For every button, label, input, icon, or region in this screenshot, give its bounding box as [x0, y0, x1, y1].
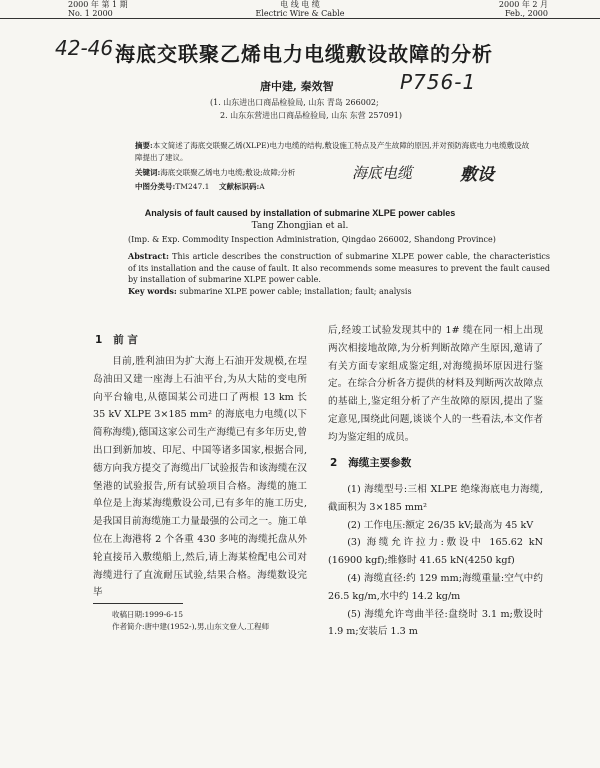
param-item: (1) 海缆型号:三相 XLPE 绝缘海底电力海缆,截面积为 3×185 mm²: [328, 484, 543, 513]
journal-name-en: Electric Wire & Cable: [255, 9, 345, 18]
handwritten-code: P756-1: [400, 70, 477, 94]
keywords-cn-label: 关键词:: [135, 168, 161, 177]
english-abstract-label: Abstract:: [128, 251, 169, 261]
paper-title: 海底交联聚乙烯电力电缆敷设故障的分析: [115, 42, 493, 66]
abstract-cn-text: 本文简述了海底交联聚乙烯(XLPE)电力电缆的结构,敷设施工特点及产生故障的原因,并对预防海底电力电缆敷设故障提出了建议。: [135, 141, 530, 162]
footnote-divider: [93, 603, 183, 604]
handwritten-margin-note: 海底电缆: [352, 164, 413, 182]
header-right: [499, 0, 548, 18]
clc-label: 中图分类号:: [135, 182, 176, 191]
doc-code-value: A: [259, 182, 265, 191]
section-2-title: 海缆主要参数: [348, 457, 412, 469]
param-item: (3) 海缆允许拉力:敷设中 165.62 kN (16900 kgf);维修时 41.65 kN(4250 kgf): [328, 537, 543, 567]
handwritten-page-ref: 42-46: [55, 36, 114, 60]
english-title: Analysis of fault caused by installation of submarine XLPE power cables: [144, 208, 456, 218]
clc-value: TM247.1: [175, 182, 210, 191]
section-1-body: [93, 353, 307, 602]
english-affiliation: (Imp. & Exp. Commodity Inspection Administration, Qingdao 266002, Shandong Province): [128, 235, 496, 244]
abstract-cn: [135, 140, 535, 164]
english-author: Tang Zhongjian et al.: [251, 221, 349, 231]
param-item: (2) 工作电压:额定 26/35 kV;最高为 45 kV: [347, 519, 534, 531]
right-column-intro: [328, 322, 543, 447]
param-item: (5) 海缆允许弯曲半径:盘绕时 3.1 m;敷设时 1.9 m;安装后 1.3 m: [328, 608, 543, 638]
english-abstract: [128, 251, 550, 297]
intro-continuation: 后,经竣工试验发现其中的 1# 缆在同一相上出现两次相接地故障,为分析判断故障产生原因,邀请了有关方面专家组成鉴定组,对海缆损坏原因进行鉴定。在综合分析各方提供的材料及判断两次故障点的基础上,鉴定组分析了产生故障的原因,提出了鉴定意见,围绕此问题,谈谈个人的一些看法,本文作者均为鉴定组的成员。: [328, 325, 543, 443]
received-label: 收稿日期:: [112, 610, 145, 619]
keywords-cn: [135, 167, 345, 179]
affiliation-2: 2. 山东东营进出口商品检验局, 山东 东营 257091): [220, 111, 403, 120]
footnotes: [112, 609, 312, 633]
bio-label: 作者简介:: [112, 622, 145, 631]
journal-name-cn: 电 线 电 缆: [280, 0, 320, 9]
section-2-number: 2: [330, 457, 338, 469]
english-abstract-text: This article describes the construction of submarine XLPE power cable, the characteristics of its installation and the cause of fault. It also recommends some measures to prevent the fault caused by installation of submarine XLPE power cable.: [128, 252, 550, 284]
section-2-body: [328, 481, 543, 641]
handwritten-signature: 敷设: [460, 165, 494, 185]
header-issue-cn: 2000 年 第 1 期: [68, 0, 128, 9]
paper-authors: 唐中建, 秦效智: [260, 80, 334, 93]
abstract-cn-label: 摘要:: [135, 141, 153, 150]
section-1-paragraph: 目前,胜利油田为扩大海上石油开发规模,在埕岛油田又建一座海上石油平台,为从大陆的变电所向平台输电,从德国某公司进口了两根 13 km 长 35 kV XLPE 3×185 mm² 的海底电力电缆(以下简称海缆),德国这家公司生产海缆已有多年历史,曾出口到新加坡、印尼、中国等诸多国家,根据合同,德方向我方提交了海缆出厂试验报告和该海缆在汉堡港的试验报告,所有试验项目合格。海缆的施工单位是上海某海缆敷设公司,已有多年的施工历史,是我国目前海缆施工力量最强的公司之一。施工单位在上海港将 2 个各重 430 多吨的海缆托盘从外轮直接吊入敷缆船上,然后,请上海某检配电公司对海缆进行了直流耐压试验,结果合格。海缆数设完毕: [93, 356, 307, 599]
section-1-number: 1: [95, 334, 103, 346]
affiliation-1: (1. 山东进出口商品检验局, 山东 青岛 266002;: [210, 98, 379, 107]
keywords-cn-text: 海底交联聚乙烯电力电缆;敷设;故障;分析: [160, 168, 296, 177]
bio-value: 唐中建(1952-),男,山东文登人,工程师: [144, 622, 270, 631]
received-date: [112, 609, 312, 621]
section-1-heading: [95, 332, 138, 347]
section-1-title: 前 言: [113, 334, 138, 346]
journal-header: [0, 0, 600, 19]
doc-code-label: 文献标识码:: [218, 182, 260, 191]
header-date-en: Feb., 2000: [505, 9, 548, 18]
english-keywords-label: Key words:: [128, 285, 177, 296]
section-2-heading: [330, 455, 411, 470]
received-value: 1999-6-15: [144, 610, 184, 619]
classification-line: [135, 181, 355, 193]
english-keywords-text: submarine XLPE power cable; installation; fault; analysis: [179, 286, 412, 296]
header-issue-en: No. 1 2000: [68, 9, 113, 18]
param-item: (4) 海缆直径:约 129 mm;海缆重量:空气中约 26.5 kg/m,水中约 14.2 kg/m: [328, 572, 543, 602]
author-bio: [112, 621, 312, 633]
header-date-cn: 2000 年 2 月: [498, 0, 548, 9]
